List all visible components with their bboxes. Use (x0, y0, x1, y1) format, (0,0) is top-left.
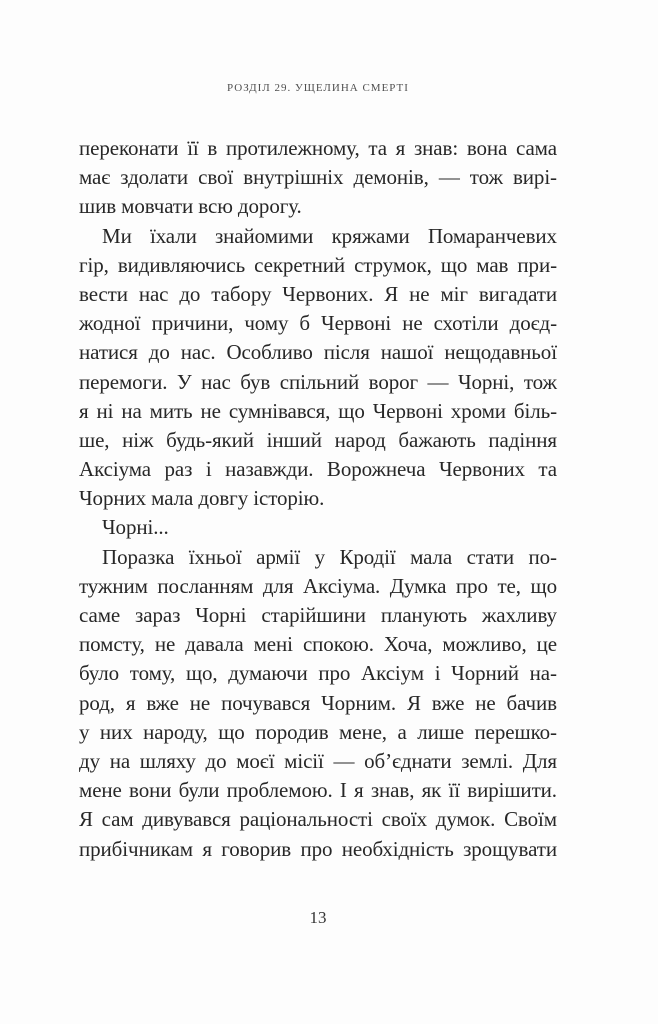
word: не (154, 632, 176, 657)
text-line (79, 543, 557, 572)
word: Аксіума. (303, 573, 381, 598)
word: при- (517, 252, 557, 277)
word: сама (515, 136, 557, 160)
word: і (205, 457, 212, 482)
word: своїх (381, 807, 428, 832)
word: них (99, 719, 133, 744)
paragraph (79, 513, 557, 542)
word: лише (417, 719, 465, 744)
word: місії (284, 748, 324, 773)
word: їхньої (188, 544, 242, 569)
word: не (475, 690, 496, 715)
word: нас (201, 369, 231, 394)
word: інший (266, 427, 322, 452)
text-line (79, 601, 557, 630)
word: армії (256, 544, 301, 569)
text-line (79, 368, 557, 397)
word: бажають (398, 427, 476, 452)
word: говорив (221, 836, 292, 861)
word: Чорні (195, 603, 247, 627)
word: струмок, (354, 252, 432, 277)
word: як (421, 778, 442, 803)
word: після (323, 340, 370, 365)
word: вести (79, 281, 128, 306)
word: раз (164, 457, 193, 482)
word: проблемою. (226, 778, 333, 803)
word: помсту, (79, 632, 145, 657)
word: про (455, 573, 488, 598)
word: сумнівався, (228, 398, 331, 423)
word: сам (101, 807, 134, 832)
text-line (79, 455, 557, 484)
text-line (79, 309, 557, 338)
word: до (179, 281, 201, 306)
text-line (79, 747, 557, 776)
word: жодної (79, 311, 141, 336)
word: Червоних. (282, 281, 374, 306)
word: посланням (157, 573, 254, 598)
word: свої (198, 165, 234, 190)
text-line (79, 163, 557, 192)
word: до (148, 340, 170, 365)
word: ніж (122, 427, 154, 452)
word: біль- (513, 398, 557, 423)
word: перемоги. (79, 369, 168, 394)
word: перешко- (474, 719, 557, 744)
word: нещодавньої (444, 340, 557, 365)
word: було (79, 661, 120, 686)
word: ворог (368, 369, 419, 394)
text-line (79, 251, 557, 280)
word: Аксіум (361, 661, 424, 686)
word: на (121, 398, 142, 423)
word: вигадати (478, 281, 557, 306)
word: спільний (279, 369, 360, 394)
word: кряжами (331, 223, 410, 248)
body-text (79, 134, 557, 864)
text-line: шив мовчати всю дорогу. (79, 194, 302, 219)
word: мить (149, 398, 193, 423)
text-line (79, 689, 557, 718)
word: знав, (370, 778, 415, 803)
word: не (189, 690, 211, 715)
text-line (79, 134, 557, 163)
word: має (79, 165, 111, 190)
text-line (79, 222, 557, 251)
word: будь-який (166, 427, 254, 452)
word: хроми (450, 398, 506, 423)
text-line (79, 805, 557, 834)
word: її (448, 778, 461, 803)
word: по- (528, 544, 557, 569)
word: я (354, 778, 364, 803)
word: можливо, (442, 632, 527, 657)
word: необхідність (341, 836, 454, 861)
word: в (207, 136, 218, 160)
word: народ (334, 427, 386, 452)
word: Помаранчевих (427, 223, 557, 248)
word: об’єднати (364, 748, 452, 773)
text-line (79, 572, 557, 601)
word: Я (406, 690, 421, 715)
word: думаючи (228, 661, 308, 686)
word: доєд- (509, 311, 557, 336)
word: Я (384, 281, 399, 306)
word: старійшини (261, 603, 366, 627)
word: тужним (79, 573, 148, 598)
word: бачив (506, 690, 557, 715)
word: табору (211, 281, 272, 306)
text-line (79, 338, 557, 367)
word: тож (523, 369, 557, 394)
paragraph (79, 543, 557, 864)
word: у (79, 719, 90, 744)
word: Хоча, (383, 632, 433, 657)
word: вони (129, 778, 172, 803)
word: ні (96, 398, 114, 423)
word: шляху (139, 748, 196, 773)
word: що (218, 719, 245, 744)
word: натися (79, 340, 138, 365)
word: гір, (79, 252, 109, 277)
word: що, (185, 661, 218, 686)
text-line (79, 397, 557, 426)
word: спокою. (302, 632, 374, 657)
word: здолати (120, 165, 189, 190)
word: про (300, 836, 333, 861)
word: тож (469, 165, 503, 190)
word: і (434, 661, 441, 686)
word: стати (466, 544, 515, 569)
word: був (240, 369, 271, 394)
paragraph (79, 222, 557, 514)
word: думок. (435, 807, 496, 832)
word: жахливу (481, 603, 557, 627)
word: мені (253, 632, 293, 657)
word: знайомими (214, 223, 314, 248)
word: я (202, 836, 212, 861)
word: про (318, 661, 351, 686)
word: нашої (380, 340, 434, 365)
chapter-running-header: РОЗДІЛ 29. УЩЕЛИНА СМЕРТІ (227, 82, 409, 94)
word: вже (431, 690, 465, 715)
word: прибічникам (79, 836, 193, 861)
word: я (125, 690, 136, 715)
word: що (338, 398, 365, 423)
word: видивляючись (117, 252, 246, 277)
text-line (79, 718, 557, 747)
word: на (109, 748, 131, 773)
word: зараз (135, 603, 181, 627)
word: не (402, 311, 423, 336)
page-number: 13 (309, 908, 327, 927)
word: мене, (339, 719, 387, 744)
word: міг (440, 281, 468, 306)
text-line (79, 426, 557, 455)
word: а (397, 719, 407, 744)
word: зрощувати (463, 836, 557, 861)
word: знав: (413, 136, 459, 160)
paragraph (79, 134, 557, 222)
word: мене (79, 778, 122, 803)
word: це (536, 632, 557, 657)
word: падіння (488, 427, 557, 452)
word: для (262, 573, 294, 598)
word: та (538, 457, 557, 482)
word: вона (466, 136, 508, 160)
word: те, (497, 573, 521, 598)
word: саме (79, 603, 121, 627)
word: Червоні (372, 398, 443, 423)
word: моєї (236, 748, 275, 773)
word: Ворожнеча (326, 457, 426, 482)
word: демонів, (353, 165, 429, 190)
text-line: Чорних мала довгу історію. (79, 486, 325, 511)
word: род, (79, 690, 115, 715)
text-line (79, 659, 557, 688)
word: їхали (149, 223, 197, 248)
word: не (409, 281, 430, 306)
word: Аксіума (79, 457, 151, 482)
word: давала (185, 632, 244, 657)
word: дивувався (142, 807, 231, 832)
word: я (395, 136, 406, 160)
word: протилежному, (225, 136, 360, 160)
word: на- (529, 661, 557, 686)
word: породив (255, 719, 329, 744)
word: причини, (151, 311, 234, 336)
word: переконати (79, 136, 179, 160)
word: почувався (221, 690, 311, 715)
text-line: Чорні... (102, 515, 169, 540)
word: Чорним. (321, 690, 397, 715)
word: Для (522, 748, 557, 773)
word: — (438, 165, 460, 190)
word: були (178, 778, 220, 803)
word: вирі- (512, 165, 557, 190)
text-line (79, 630, 557, 659)
word: Думка (389, 573, 447, 598)
word: У (176, 369, 192, 394)
word: тому, (129, 661, 176, 686)
word: І (339, 778, 347, 803)
word: у (314, 544, 325, 569)
word: Червоні (321, 311, 392, 336)
word: мав (476, 252, 509, 277)
word: назавжди. (225, 457, 314, 482)
word: — (427, 369, 449, 394)
word: вже (146, 690, 179, 715)
word: ду (79, 748, 100, 773)
word: б (299, 311, 310, 336)
text-line (79, 280, 557, 309)
word: народу, (143, 719, 208, 744)
word: я (79, 398, 89, 423)
word: до (205, 748, 227, 773)
word: внутрішніх (243, 165, 344, 190)
word: Чорні, (457, 369, 515, 394)
word: та (368, 136, 387, 160)
word: що (440, 252, 468, 277)
word: Я (79, 807, 93, 832)
word: Поразка (102, 544, 175, 569)
word: — (333, 748, 355, 773)
text-line (79, 835, 557, 864)
word: Своїм (504, 807, 557, 832)
word: схотіли (433, 311, 499, 336)
word: чому (244, 311, 289, 336)
word: планують (380, 603, 467, 627)
word: що (530, 573, 557, 598)
word: Кродії (339, 544, 396, 569)
word: Чорний (451, 661, 519, 686)
word: нас. (180, 340, 216, 365)
word: Червоних (438, 457, 525, 482)
word: раціональності (239, 807, 373, 832)
text-line (79, 776, 557, 805)
word: не (200, 398, 221, 423)
word: мала (410, 544, 453, 569)
word: вирішити. (467, 778, 557, 803)
word: нас (138, 281, 169, 306)
word: Особливо (226, 340, 313, 365)
word: ше, (79, 427, 110, 452)
word: її (187, 136, 199, 160)
word: землі. (461, 748, 514, 773)
word: Ми (102, 223, 132, 248)
word: секретний (254, 252, 346, 277)
